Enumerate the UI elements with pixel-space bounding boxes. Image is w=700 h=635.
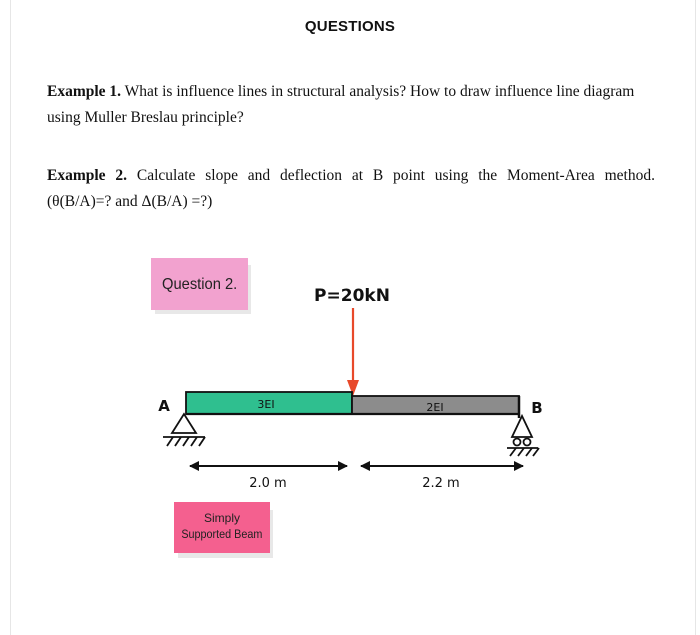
question-note-text: Question 2. (162, 275, 238, 294)
support-b-label: B (531, 399, 543, 417)
roller-support-icon (507, 416, 539, 456)
beam-type-note-line-2: Supported Beam (181, 528, 263, 542)
beam-type-sticky-note (174, 502, 273, 558)
segment-1-stiffness-label: 3EI (257, 398, 275, 411)
example-1-label: Example 1. (47, 83, 122, 100)
span-1-label: 2.0 m (249, 476, 287, 491)
page-title: QUESTIONS (304, 18, 396, 35)
example-2-label: Example 2. (47, 167, 128, 184)
segment-2-stiffness-label: 2EI (426, 401, 444, 414)
beam-type-note-background (174, 502, 270, 553)
load-label: P=20kN (314, 286, 390, 306)
example-2-text-2: (θ(B/A)=? and Δ(B/A) =?) (47, 193, 213, 210)
question-sticky-note (151, 258, 251, 314)
example-2-text-1: Calculate slope and deflection at B point using the Moment-Area method. (136, 167, 655, 184)
beam-type-note-line-1: Simply (203, 511, 241, 525)
span-2-label: 2.2 m (422, 476, 460, 491)
load-arrow (347, 308, 359, 396)
example-1-text-1: What is influence lines in structural analysis? How to draw influence line diagram (124, 83, 635, 100)
example-1-text-2: using Muller Breslau principle? (47, 109, 244, 126)
support-a-label: A (158, 397, 170, 415)
pin-support-icon (163, 414, 205, 446)
